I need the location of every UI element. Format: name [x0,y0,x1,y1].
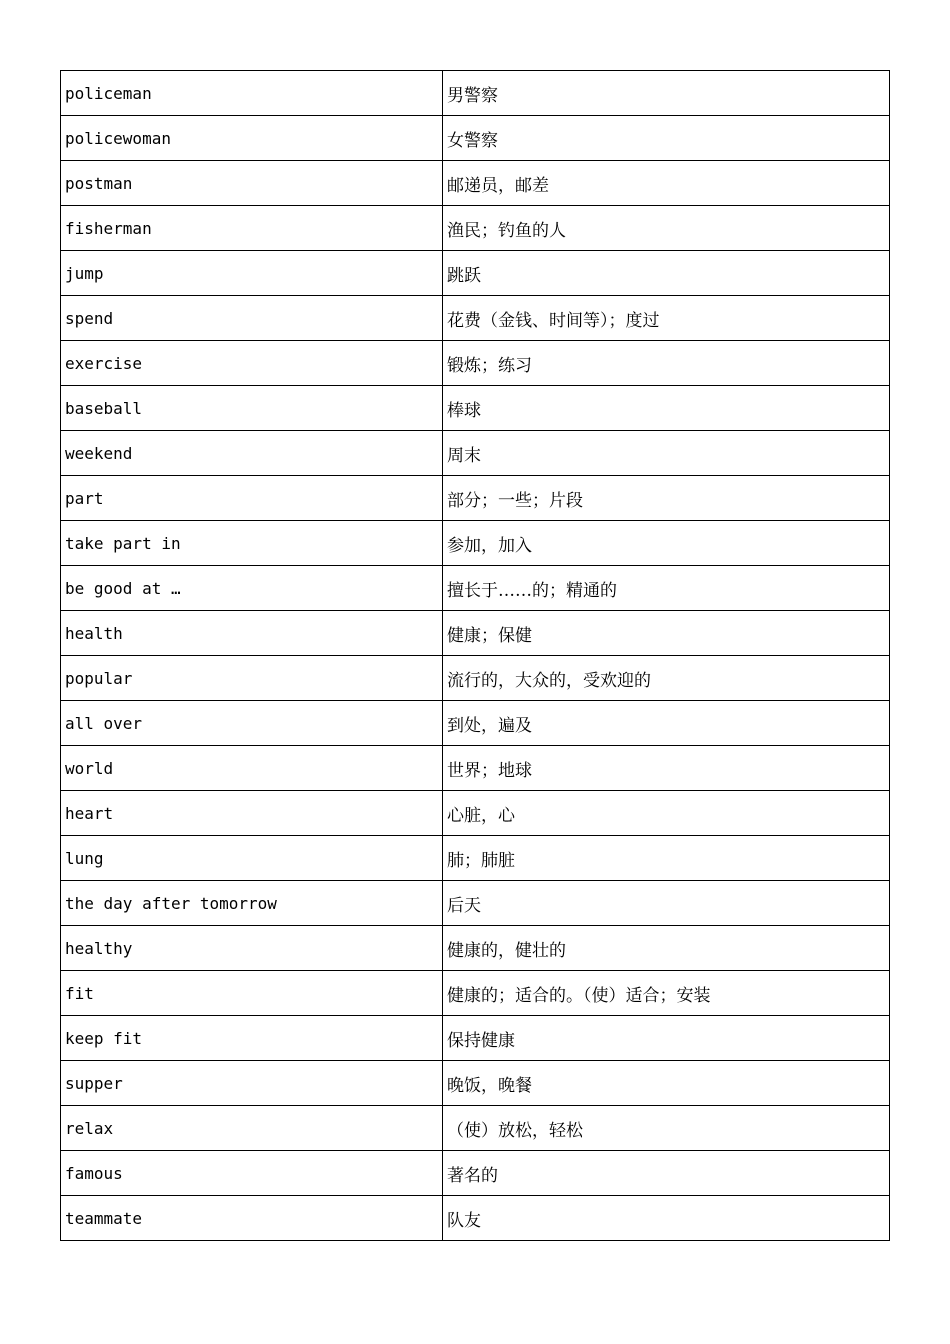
english-word-cell: healthy [61,926,443,971]
chinese-meaning-cell: 擅长于……的；精通的 [443,566,890,611]
table-row [61,1106,890,1151]
chinese-meaning-cell: 世界；地球 [443,746,890,791]
english-word-cell: lung [61,836,443,881]
chinese-meaning-cell: 锻炼；练习 [443,341,890,386]
english-word-cell: supper [61,1061,443,1106]
chinese-meaning-cell: 健康的；适合的。（使）适合；安装 [443,971,890,1016]
table-row [61,476,890,521]
english-word-cell: all over [61,701,443,746]
table-row [61,1196,890,1241]
table-row [61,971,890,1016]
chinese-meaning-cell: 邮递员，邮差 [443,161,890,206]
english-word-cell: exercise [61,341,443,386]
english-word-cell: policewoman [61,116,443,161]
english-word-cell: part [61,476,443,521]
table-row [61,386,890,431]
chinese-meaning-cell: 健康；保健 [443,611,890,656]
chinese-meaning-cell: 后天 [443,881,890,926]
table-row [61,71,890,116]
chinese-meaning-cell: 到处，遍及 [443,701,890,746]
english-word-cell: fit [61,971,443,1016]
table-row [61,296,890,341]
chinese-meaning-cell: 女警察 [443,116,890,161]
english-word-cell: relax [61,1106,443,1151]
table-row [61,206,890,251]
english-word-cell: keep fit [61,1016,443,1061]
chinese-meaning-cell: 流行的，大众的，受欢迎的 [443,656,890,701]
table-row [61,521,890,566]
english-word-cell: world [61,746,443,791]
english-word-cell: spend [61,296,443,341]
english-word-cell: be good at … [61,566,443,611]
chinese-meaning-cell: 保持健康 [443,1016,890,1061]
english-word-cell: teammate [61,1196,443,1241]
table-row [61,926,890,971]
english-word-cell: the day after tomorrow [61,881,443,926]
table-row [61,1061,890,1106]
table-row [61,1151,890,1196]
english-word-cell: fisherman [61,206,443,251]
table-row [61,656,890,701]
chinese-meaning-cell: 棒球 [443,386,890,431]
chinese-meaning-cell: 著名的 [443,1151,890,1196]
table-row [61,161,890,206]
english-word-cell: policeman [61,71,443,116]
english-word-cell: heart [61,791,443,836]
table-row [61,746,890,791]
chinese-meaning-cell: 跳跃 [443,251,890,296]
vocabulary-table [60,70,890,1241]
table-row [61,1016,890,1061]
table-row [61,881,890,926]
table-row [61,431,890,476]
english-word-cell: weekend [61,431,443,476]
table-row [61,836,890,881]
english-word-cell: famous [61,1151,443,1196]
chinese-meaning-cell: 肺；肺脏 [443,836,890,881]
english-word-cell: health [61,611,443,656]
english-word-cell: take part in [61,521,443,566]
chinese-meaning-cell: 花费（金钱、时间等）；度过 [443,296,890,341]
table-row [61,566,890,611]
chinese-meaning-cell: 心脏，心 [443,791,890,836]
table-row [61,116,890,161]
chinese-meaning-cell: 晚饭，晚餐 [443,1061,890,1106]
table-row [61,701,890,746]
vocabulary-table-body [61,71,890,1241]
table-row [61,251,890,296]
table-row [61,791,890,836]
chinese-meaning-cell: 部分；一些；片段 [443,476,890,521]
chinese-meaning-cell: 男警察 [443,71,890,116]
table-row [61,341,890,386]
chinese-meaning-cell: 渔民；钓鱼的人 [443,206,890,251]
english-word-cell: popular [61,656,443,701]
chinese-meaning-cell: 健康的，健壮的 [443,926,890,971]
chinese-meaning-cell: 周末 [443,431,890,476]
chinese-meaning-cell: 参加，加入 [443,521,890,566]
english-word-cell: postman [61,161,443,206]
chinese-meaning-cell: （使）放松，轻松 [443,1106,890,1151]
english-word-cell: jump [61,251,443,296]
english-word-cell: baseball [61,386,443,431]
chinese-meaning-cell: 队友 [443,1196,890,1241]
table-row [61,611,890,656]
